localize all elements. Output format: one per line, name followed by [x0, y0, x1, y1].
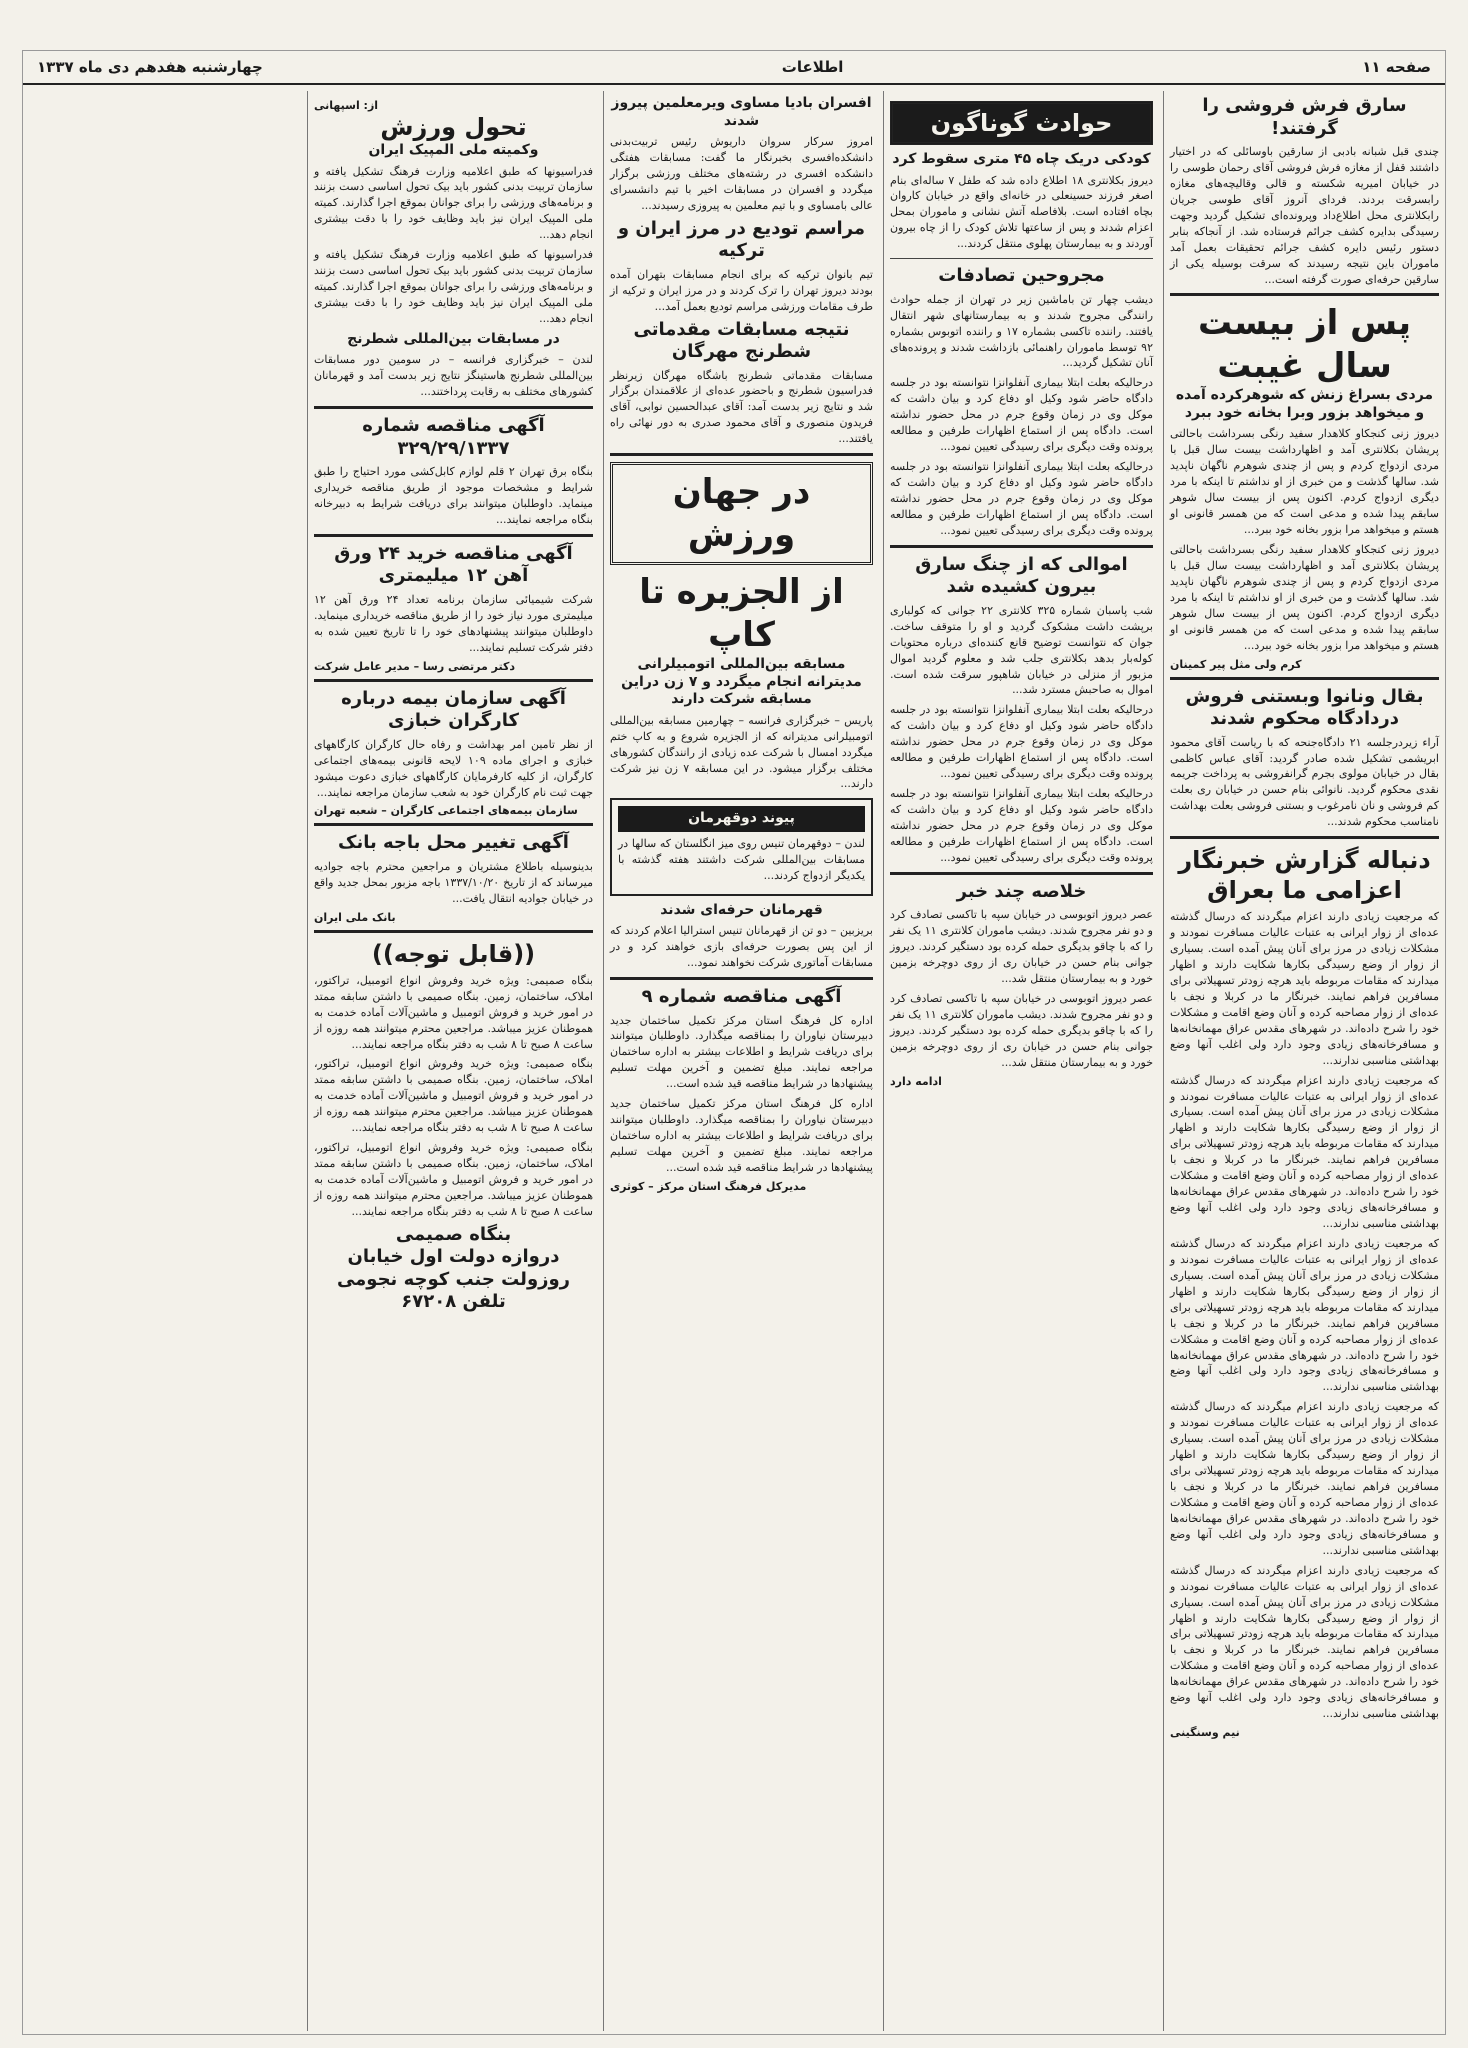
short-news-foot: ادامه دارد [890, 1074, 942, 1088]
court-body-3: درحالیکه بعلت ابتلا بیماری آنفلوانزا نتوانسته بود در جلسه دادگاه حاضر شود وکیل او دفاع کرد و بیان داشت که موکل وی در زمان وقوع جرم در محل حضور نداشته است. دادگاه پس از استماع اظهارات طرفین و مطالعه پرونده وقت دیگری برای رسیدگی تعیین نمود... [890, 787, 1153, 864]
chess-headline: نتیجه مسابقات مقدماتی شطرنج مهرگان [633, 318, 850, 362]
notice-name: بنگاه صمیمی [395, 1223, 512, 1245]
column-1 [1163, 91, 1445, 2031]
tender-a-headline: آگهی مناقصه شماره ۳۲۹/۲۹/۱۳۳۷ [362, 415, 545, 459]
newspaper-page [22, 50, 1446, 2035]
wedding-box [610, 798, 873, 895]
divider [610, 977, 873, 980]
divider [1170, 677, 1439, 680]
iraq-report-body-cont: که مرجعیت زیادی دارند اعزام میگردند که درسال گذشته عده‌ای از زوار ایرانی به عتبات عالیات مسافرت نمودند و مشکلات زیادی در مرز برای آنان پیش آمده است. بسیاری از زوار از وضع رسیدگی بکارها شکایت دارند و اظهار میدارند که مقامات مربوطه باید هرچه زودتر تسهیلاتی برای مسافرین فراهم نمایند. خبرنگار ما در کربلا و نجف با عده‌ای از زوار مصاحبه کرده و آنان وضع اقامت و مشکلات خود را شرح داده‌اند. در شهرهای مقدس عراق مهمانخانه‌ها و مسافرخانه‌های زیادی وجود دارد ولی اغلب آنها وضع بهداشتی مناسبی ندارند... [1170, 1236, 1439, 1394]
iraq-report-body: که مرجعیت زیادی دارند اعزام میگردند که درسال گذشته عده‌ای از زوار ایرانی به عتبات عالیات مسافرت نمودند و مشکلات زیادی در مرز برای آنان پیش آمده است. بسیاری از زوار از وضع رسیدگی بکارها شکایت دارند و اظهار میدارند که مقامات مربوطه باید هرچه زودتر تسهیلاتی برای مسافرین فراهم نمایند. خبرنگار ما در کربلا و نجف با عده‌ای از زوار مصاحبه کرده و آنان وضع اقامت و مشکلات خود را شرح داده‌اند. در شهرهای مقدس عراق مهمانخانه‌ها و مسافرخانه‌های زیادی وجود دارد ولی اغلب آنها وضع بهداشتی مناسبی ندارند... [1170, 910, 1439, 1067]
sport-body: فدراسیونها که طبق اعلامیه وزارت فرهنگ تشکیل یافته و سازمان تربیت بدنی کشور باید بیک تحول اساسی دست بزنند و برنامه‌های ورزشی را برای جوانان بموقع اجرا گذارند. کمیته ملی المپیک ایران نیز باید وظایف خود را با دقت بیشتری انجام دهد... [314, 164, 593, 242]
notice-body-cont: بنگاه صمیمی: ویژه خرید وفروش انواع اتومبیل، تراکتور، املاک، ساختمان، زمین. بنگاه صمیمی با داشتن سابقه ممتد در امور خرید و فروش اتومبیل و ماشین‌آلات آماده خدمت به هموطنان عزیز میباشد. مراجعین محترم میتوانند همه روزه از ساعت ۸ صبح تا ۸ شب به دفتر بنگاه مراجعه نمایند... [314, 1141, 593, 1218]
wedding-body: لندن – دوقهرمان تنیس روی میز انگلستان که سالها در مسابقات بین‌المللی شرکت داشتند هفته گذشته با یکدیگر ازدواج کردند... [618, 836, 865, 882]
insurance-body: از نظر تامین امر بهداشت و رفاه حال کارگران کارگاههای خبازی و اجرای ماده ۱۰۹ لایحه قانونی بیمه‌های اجتماعی کارگران، از کلیه کارفرمایان کارگاههای خبازی دعوت میشود جهت ثبت نام کارگران خود به شعب سازمان مراجعه نمایند... [314, 737, 593, 799]
tender9-body-cont: اداره کل فرهنگ استان مرکز تکمیل ساختمان جدید دبیرستان نیاوران را بمناقصه میگذارد. داوطلبان میتوانند برای دریافت شرایط و اطلاعات بیشتر به اداره ساختمان مراجعه نمایند. مبلغ تضمین و آخرین مهلت تسلیم پیشنهادها در شرایط مناقصه قید شده است... [610, 1097, 873, 1174]
farewell-headline: مراسم تودیع در مرز ایران و ترکیه [617, 217, 866, 262]
farewell-body: تیم بانوان ترکیه که برای انجام مسابقات بتهران آمده بودند دیروز تهران را ترک کردند و در مرز ایران و ترکیه از طرف مقامات ورزشی مراسم تودیع بعمل آمد... [610, 267, 873, 313]
algeria-headline: از الجزیره تا کاپ [639, 572, 844, 655]
algeria-subheadline: مسابقه بین‌المللی اتومبیلرانی مدیترانه انجام میگردد و ۷ زن دراین مسابقه شرکت دارند [621, 656, 862, 708]
divider [890, 258, 1153, 259]
short-news-body-cont: عصر دیروز اتوبوسی در خیابان سپه با تاکسی تصادف کرد و دو نفر مجروح شدند. دیشب ماموران کلانتری ۱۱ یک نفر را که با چاقو بدیگری حمله کرده بود دستگیر کردند. دیروز جوانی بنام حسن در خیابان ری از روی دوچرخه بزمین خورد و به بیمارستان منتقل شد... [890, 991, 1153, 1069]
short-news-title: خلاصه چند خبر [956, 880, 1087, 902]
divider [314, 534, 593, 537]
tender-b-signature: دکتر مرتضی رسا – مدیر عامل شرکت [314, 659, 515, 673]
sport-headline: تحول ورزش [380, 113, 527, 141]
grocer-body: آراء زیردرجلسه ۲۱ دادگاه‌جنحه که با ریاست آقای محمود ابریشمی تشکیل شده صادر گردید: آقای عباس کاظمی بقال در خیابان مولوی بجرم گرانفروشی به پرداخت جریمه نقدی محکوم گردید. نانوائی بنام حسن در خیابان ری بعلت کم فروشی و نان نامرغوب و بستنی فروشی بعلت بهداشت نامناسب محکوم شدند... [1170, 735, 1439, 829]
page-number: صفحه ۱۱ [1362, 58, 1431, 76]
divider [314, 930, 593, 933]
issue-date: چهارشنبه هفدهم دی ماه ۱۳۳۷ [37, 58, 263, 76]
court-body: درحالیکه بعلت ابتلا بیماری آنفلوانزا نتوانسته بود در جلسه دادگاه حاضر شود وکیل او دفاع کرد و بیان داشت که موکل وی در زمان وقوع جرم در محل حضور نداشته است. دادگاه پس از استماع اظهارات طرفین و مطالعه پرونده وقت دیگری برای رسیدگی تعیین نمود... [890, 376, 1153, 454]
absence-body: دیروز زنی کنجکاو کلاهدار سفید رنگی بسرداشت باحالتی پریشان بکلانتری آمد و اظهارداشت بیست سال قبل با مردی ازدواج کردم و پس از چندی شوهرم ناگهان ناپدید شد. سالها گذشت و من خبری از او نداشتم تا اینکه با مرد دیگری ازدواج کردم. اکنون پس از بیست سال شوهر سابقم پیدا شده و مدعی است که من همسر قانونی او هستم و میخواهد مرا بزور بخانه خود ببرد... [1170, 427, 1439, 537]
column-2 [883, 91, 1159, 2031]
chess-intl-headline: در مسابقات بین‌المللی شطرنج [347, 330, 560, 347]
thief-headline: اموالی که از چنگ سارق بیرون کشیده شد [915, 553, 1128, 598]
tender-b-headline: آگهی مناقصه خرید ۲۴ ورق آهن ۱۲ میلیمتری [334, 542, 573, 587]
sport-author: از: اسپهانی [314, 99, 379, 112]
officers-headline: افسران بادیا مساوی ویرمعلمین پیروز شدند [611, 95, 872, 129]
pros-body: بریزبین – دو تن از قهرمانان تنیس استرالیا اعلام کردند که از این پس بصورت حرفه‌ای بازی خواهند کرد و در مسابقات آماتوری شرکت نخواهند نمود... [610, 924, 873, 970]
iraq-report-foot: نیم وسنگینی [1170, 1726, 1240, 1740]
column-3 [603, 91, 879, 2031]
chess-intl-body: لندن – خبرگزاری فرانسه – در سومین دور مسابقات بین‌المللی شطرنج هاستینگز نتایج زیر بدست آمد و قهرمانان کشورهای مختلف به رقابت پرداختند... [314, 353, 593, 399]
iraq-report-body-cont: که مرجعیت زیادی دارند اعزام میگردند که درسال گذشته عده‌ای از زوار ایرانی به عتبات عالیات مسافرت نمودند و مشکلات زیادی در مرز برای آنان پیش آمده است. بسیاری از زوار از وضع رسیدگی بکارها شکایت دارند و اظهار میدارند که مقامات مربوطه باید هرچه زودتر تسهیلاتی برای مسافرین فراهم نمایند. خبرنگار ما در کربلا و نجف با عده‌ای از زوار مصاحبه کرده و آنان وضع اقامت و مشکلات خود را شرح داده‌اند. در شهرهای مقدس عراق مهمانخانه‌ها و مسافرخانه‌های زیادی وجود دارد ولی اغلب آنها وضع بهداشتی مناسبی ندارند... [1170, 1073, 1439, 1230]
tender9-body: اداره کل فرهنگ استان مرکز تکمیل ساختمان جدید دبیرستان نیاوران را بمناقصه میگذارد. داوطلبان میتوانند برای دریافت شرایط و اطلاعات بیشتر به اداره ساختمان مراجعه نمایند. مبلغ تضمین و آخرین مهلت تسلیم پیشنهادها در شرایط مناقصه قید شده است... [610, 1013, 873, 1091]
rug-thief-body: چندی قبل شبانه بادبی از سارقین باوسائلی که در اختیار داشتند قفل از مغازه فرش فروشی آقای رحمان طوسی را در خیابان امیریه شکسته و قالی وقالیچه‌های مغازه رابسرقت بردند. فردای آنروز آقای طوسی جریان رابکلانتری محل اطلاع‌داد وپرونده‌ای تشکیل گردید وجهت رسیدگی بدایره کشف جرائم فرستاده شد. از آنجاکه بنابر دستور رئیس دایره کشف جرائم تحقیقات بعمل آمد ماموران باین نتیجه رسیدند که سرقت بوسیله یکی از سارقین حرفه‌ای صورت گرفته است... [1170, 145, 1439, 286]
algeria-body: پاریس – خبرگزاری فرانسه – چهارمین مسابقه بین‌المللی اتومبیلرانی مدیترانه که از الجزیره شروع و به کاپ ختم میگردد امسال با شرکت عده زیادی از رانندگان کشورهای مختلف برگزار میشود. در این مسابقه ۷ زن نیز شرکت دارند... [610, 713, 873, 791]
divider [314, 679, 593, 682]
court-body-cont: درحالیکه بعلت ابتلا بیماری آنفلوانزا نتوانسته بود در جلسه دادگاه حاضر شود وکیل او دفاع کرد و بیان داشت که موکل وی در زمان وقوع جرم در محل حضور نداشته است. دادگاه پس از استماع اظهارات طرفین و مطالعه پرونده وقت دیگری برای رسیدگی تعیین نمود... [890, 460, 1153, 537]
tender-a-body: بنگاه برق تهران ۲ قلم لوازم کابل‌کشی مورد احتیاج را طبق شرایط و مشخصات موجود از طریق مناقصه خریداری مینماید. داوطلبان میتوانند برای دریافت شرایط به دبیرخانه بنگاه مراجعه نمایند... [314, 465, 593, 526]
iraq-report-headline: دنباله گزارش خبرنگار اعزامی ما بعراق [1178, 846, 1431, 905]
iraq-report-body-cont: که مرجعیت زیادی دارند اعزام میگردند که درسال گذشته عده‌ای از زوار ایرانی به عتبات عالیات مسافرت نمودند و مشکلات زیادی در مرز برای آنان پیش آمده است. بسیاری از زوار از وضع رسیدگی بکارها شکایت دارند و اظهار میدارند که مقامات مربوطه باید هرچه زودتر تسهیلاتی برای مسافرین فراهم نمایند. خبرنگار ما در کربلا و نجف با عده‌ای از زوار مصاحبه کرده و آنان وضع اقامت و مشکلات خود را شرح داده‌اند. در شهرهای مقدس عراق مهمانخانه‌ها و مسافرخانه‌های زیادی وجود دارد ولی اغلب آنها وضع بهداشتی مناسبی ندارند... [1170, 1563, 1439, 1721]
court-body-2: درحالیکه بعلت ابتلا بیماری آنفلوانزا نتوانسته بود در جلسه دادگاه حاضر شود وکیل او دفاع کرد و بیان داشت که موکل وی در زمان وقوع جرم در محل حضور نداشته است. دادگاه پس از استماع اظهارات طرفین و مطالعه پرونده وقت دیگری برای رسیدگی تعیین نمود... [890, 703, 1153, 781]
injured-body: دیشب چهار تن باماشین زیر در تهران از جمله حوادث رانندگی مجروح شدند و به بیمارستانهای شهر انتقال یافتند. راننده تاکسی بشماره ۱۷ و راننده اتوبوس بشماره ۹۲ توسط ماموران راهنمائی بازداشت شدند و پرونده‌های آنان تشکیل گردید... [890, 292, 1153, 370]
absence-headline: پس از بیست سال غیبت [1198, 303, 1411, 386]
divider [1170, 293, 1439, 296]
tender9-headline: آگهی مناقصه شماره ۹ [641, 986, 842, 1007]
well-headline: کودکی دریک چاه ۴۵ متری سقوط کرد [892, 151, 1151, 167]
bank-headline: آگهی تغییر محل باجه بانک [338, 832, 569, 854]
grocer-headline: بقال ونانوا وبستنی فروش دردادگاه محکوم شدند [1185, 685, 1424, 730]
tender-b-body: شرکت شیمیائی سازمان برنامه تعداد ۲۴ ورق آهن ۱۲ میلیمتری مورد نیاز خود را از طریق مناقصه خریداری مینماید. داوطلبان میتوانند پیشنهادهای خود را تا تاریخ تعیین شده به دفتر شرکت تسلیم نمایند... [314, 592, 593, 654]
divider [890, 545, 1153, 548]
divider [890, 872, 1153, 875]
iraq-report-body-cont: که مرجعیت زیادی دارند اعزام میگردند که درسال گذشته عده‌ای از زوار ایرانی به عتبات عالیات مسافرت نمودند و مشکلات زیادی در مرز برای آنان پیش آمده است. بسیاری از زوار از وضع رسیدگی بکارها شکایت دارند و اظهار میدارند که مقامات مربوطه باید هرچه زودتر تسهیلاتی برای مسافرین فراهم نمایند. خبرنگار ما در کربلا و نجف با عده‌ای از زوار مصاحبه کرده و آنان وضع اقامت و مشکلات خود را شرح داده‌اند. در شهرهای مقدس عراق مهمانخانه‌ها و مسافرخانه‌های زیادی وجود دارد ولی اغلب آنها وضع بهداشتی مناسبی ندارند... [1170, 1400, 1439, 1557]
rug-thief-headline: سارق فرش فروشی را گرفتند! [1202, 95, 1407, 139]
bank-signature: بانک ملی ایران [314, 910, 396, 924]
short-news-body: عصر دیروز اتوبوسی در خیابان سپه با تاکسی تصادف کرد و دو نفر مجروح شدند. دیشب ماموران کلانتری ۱۱ یک نفر را که با چاقو بدیگری حمله کرده بود دستگیر کردند. دیروز جوانی بنام حسن در خیابان ری از روی دوچرخه بزمین خورد و به بیمارستان منتقل شد... [890, 908, 1153, 985]
notice-body-cont: بنگاه صمیمی: ویژه خرید وفروش انواع اتومبیل، تراکتور، املاک، ساختمان، زمین. بنگاه صمیمی با داشتن سابقه ممتد در امور خرید و فروش اتومبیل و ماشین‌آلات آماده خدمت به هموطنان عزیز میباشد. مراجعین محترم میتوانند همه روزه از ساعت ۸ صبح تا ۸ شب به دفتر بنگاه مراجعه نمایند... [314, 1057, 593, 1135]
well-body: دیروز بکلانتری ۱۸ اطلاع داده شد که طفل ۷ ساله‌ای بنام اصغر فرزند حسینعلی در خانه‌ای واقع در خیابان کاروان بچاه افتاده است. بلافاصله آتش نشانی و ماموران بمحل اعزام شدند و پس از ساعتها تلاش کودک را از چاه بیرون آوردند و به بیمارستان پهلوی منتقل کردند... [890, 173, 1154, 251]
pros-headline: قهرمانان حرفه‌ای شدند [660, 901, 823, 918]
divider [1170, 836, 1439, 839]
officers-body: امروز سرکار سروان داریوش رئیس تربیت‌بدنی دانشکده‌افسری بخبرنگار ما گفت: مسابقات هفتگی دانشکده افسری در رشته‌های مختلف ورزشی برگزار میگردد و افسران در مسابقات اخیر با تیم دانشسرای عالی بامساوی و با تیم معلمین به پیروزی رسیدند... [610, 135, 873, 212]
chess-body: مسابقات مقدماتی شطرنج باشگاه مهرگان زیرنظر فدراسیون شطرنج و باحضور عده‌ای از علاقمندان برگزار شد و نتایج زیر بدست آمد: آقای عبدالحسین نوابی، آقای فریدون منصوری و آقای محمود صدری به دور نهائی راه یافتند... [610, 368, 873, 446]
sport-body-cont: فدراسیونها که طبق اعلامیه وزارت فرهنگ تشکیل یافته و سازمان تربیت بدنی کشور باید بیک تحول اساسی دست بزنند و برنامه‌های ورزشی را برای جوانان بموقع اجرا گذارند. کمیته ملی المپیک ایران نیز باید وظایف خود را با دقت بیشتری انجام دهد... [314, 248, 593, 325]
paper-name: اطلاعات [781, 58, 844, 76]
divider [314, 406, 593, 409]
absence-signature: کرم ولی مثل پیر کمینان [1170, 657, 1302, 671]
tender9-signature: مدیرکل فرهنگ استان مرکز – کوثری [610, 1179, 807, 1193]
column-4 [307, 91, 599, 2031]
world-sports-title: در جهان ورزش [610, 462, 873, 565]
masthead [23, 51, 1445, 85]
bank-body: بدینوسیله باطلاع مشتریان و مراجعین محترم باجه جوادیه میرساند که از تاریخ ۱۳۳۷/۱۰/۲۰ باجه مزبور بمحل جدید واقع در خیابان جوادیه انتقال یافت... [314, 859, 593, 905]
absence-subheadline: مردی بسراغ زنش که شوهرکرده آمده و میخواهد بزور وبرا بخانه خود ببرد [1175, 387, 1434, 421]
divider [610, 453, 873, 456]
insurance-headline: آگهی سازمان بیمه درباره کارگران خبازی [341, 687, 566, 732]
notice-body: بنگاه صمیمی: ویژه خرید وفروش انواع اتومبیل، تراکتور، املاک، ساختمان، زمین. بنگاه صمیمی با داشتن سابقه ممتد در امور خرید و فروش اتومبیل و ماشین‌آلات آماده خدمت به هموطنان عزیز میباشد. مراجعین محترم میتوانند همه روزه از ساعت ۸ صبح تا ۸ شب به دفتر بنگاه مراجعه نمایند... [314, 973, 593, 1051]
absence-body-cont: دیروز زنی کنجکاو کلاهدار سفید رنگی بسرداشت باحالتی پریشان بکلانتری آمد و اظهارداشت بیست سال قبل با مردی ازدواج کردم و پس از چندی شوهرم ناگهان ناپدید شد. سالها گذشت و من خبری از او نداشتم تا اینکه با مرد دیگری ازدواج کردم. اکنون پس از بیست سال شوهر سابقم پیدا شده و مدعی است که من همسر قانونی او هستم و میخواهد مرا بزور بخانه خود ببرد... [1170, 543, 1439, 652]
notice-headline: ((قابل توجه)) [371, 939, 536, 968]
sport-subheadline: وکمیته ملی المپیک ایران [368, 142, 539, 158]
notice-address: دروازه دولت اول خیابان روزولت جنب کوچه نجومی تلفن ۶۷۲۰۸ [336, 1246, 571, 1313]
insurance-signature: سازمان بیمه‌های اجتماعی کارگران – شعبه تهران [314, 804, 578, 818]
divider [314, 823, 593, 826]
thief-body: شب پاسبان شماره ۳۲۵ کلانتری ۲۲ جوانی که کولباری برپشت داشت مشکوک گردید و او را متوقف ساخت. جوان که نتوانست توضیح قانع کننده‌ای درباره محتویات کوله‌بار بدهد بکلانتری جلب شد و معلوم گردید اموال مزبور از منزلی در خیابان شاهپور سرقت شده است. اموال به صاحبش مسترد شد... [890, 603, 1154, 697]
events-title: حوادث گوناگون [890, 101, 1153, 145]
injured-headline: مجروحین تصادفات [938, 265, 1105, 287]
wedding-headline: پیوند دوقهرمان [618, 806, 865, 832]
